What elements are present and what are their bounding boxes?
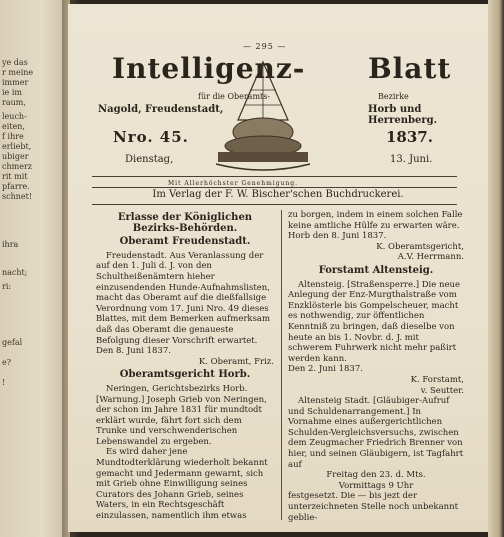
- notice-date: Den 2. Juni 1837.: [288, 364, 363, 375]
- facing-page: [0, 0, 70, 537]
- facing-page-fragment: schnet!: [2, 192, 33, 201]
- authority-heading: Forstamt Altensteig.: [318, 264, 434, 276]
- notice-text: zu borgen, indem in einem solchen Falle keine amtliche Hülfe zu erwarten wäre.: [288, 210, 463, 231]
- notice-date: Den 8. Juni 1837.: [96, 346, 171, 357]
- notice-signature: v. Seutter.: [420, 385, 464, 396]
- notice-signature: K. Oberamt, Friz.: [198, 356, 274, 367]
- masthead-title-right: Blatt: [368, 52, 452, 85]
- page-edge: [488, 0, 504, 537]
- notice-date: Horb den 8. Juni 1837.: [288, 231, 387, 242]
- notice-text: festgesetzt. Die — bis jezt der unterzeichneten Stelle noch unbekannt geblie-: [288, 491, 459, 523]
- newspaper-page: [68, 4, 488, 532]
- rule-top: [92, 176, 457, 177]
- notice-time: Vormittags 9 Uhr: [338, 480, 414, 491]
- notice-signature: K. Oberamtsgericht,: [376, 241, 464, 252]
- notice-date: Freitag den 23. d. Mts.: [326, 470, 426, 481]
- facing-page-fragment: rit mit: [2, 172, 28, 181]
- issue-weekday: Dienstag,: [125, 154, 174, 165]
- masthead-subtitle-left-1: für die Oberamts-: [198, 92, 271, 101]
- facing-page-fragment: nacht;: [2, 268, 28, 277]
- emblem-illustration: [208, 60, 318, 180]
- facing-page-fragment: erliebt,: [2, 142, 32, 151]
- rule-middle: [92, 187, 457, 188]
- masthead-title-left: Intelligenz-: [112, 52, 306, 85]
- column-divider: [281, 210, 282, 520]
- facing-page-fragment: ie im: [2, 88, 22, 97]
- notice-text: Neringen, Gerichtsbezirks Horb. [Warnung.] Joseph Grieb von Neringen, der schon im Jahre 1831 für mundtodt erklärt wurde, fährt fort sich dem Trunke und verschwenderischen Lebenswandel zu ergeben.: [96, 383, 267, 447]
- facing-page-fragment: !: [2, 378, 6, 387]
- masthead-subtitle-left-2: Nagold, Freudenstadt,: [98, 104, 224, 115]
- facing-page-fragment: gefal: [2, 338, 23, 347]
- facing-page-fragment: e?: [2, 358, 12, 367]
- notice-text: Altensteig. [Straßensperre.] Die neue Anlegung der Enz-Murgthalstraße vom Enzklösterle bis Gompelscheuer, macht es nothwendig, zur öffentlichen Kenntniß zu bringen, daß dieselbe von heute an bis 1. Novbr. d. J. mit schwerem Fuhrwerk nicht mehr paßirt werden kann.: [288, 279, 461, 364]
- facing-page-fragment: chmerz: [2, 162, 32, 171]
- facing-page-fragment: r meine: [2, 68, 34, 77]
- masthead-subtitle-right-1: Bezirke: [378, 92, 409, 101]
- notice-text: Freudenstadt. Aus Veranlassung der auf den 1. Juli d. J. von den Schultheißenämtern hieher einzusendenden Hunde-Aufnahmslisten, macht das Oberamt auf die dießfallsige Verordnung vom 17. Juni Nro. 49 dieses Blattes, mit dem Bemerken aufmerksam daß das Oberamt die genaueste Befolgung dieser Vorschrift erwartet.: [96, 250, 271, 346]
- facing-page-fragment: ihra: [2, 240, 19, 249]
- facing-page-fragment: raum,: [2, 98, 26, 107]
- facing-page-fragment: ubiger: [2, 152, 29, 161]
- issue-date: 13. Juni.: [390, 154, 433, 165]
- right-column: [288, 210, 464, 523]
- rule-bottom: [92, 204, 457, 205]
- section-heading: Erlasse der Königlichen Bezirks-Behörden.: [117, 212, 253, 234]
- notice-signature: A.V. Herrmann.: [397, 252, 464, 263]
- permit-line: Mit Allerhöchster Genehmigung.: [168, 180, 299, 187]
- authority-heading: Oberamtsgericht Horb.: [119, 369, 251, 381]
- notice-signature: K. Forstamt,: [410, 374, 464, 385]
- issue-year: 1837.: [386, 128, 433, 146]
- masthead-subtitle-right-2: Horb und Herrenberg.: [368, 104, 438, 126]
- facing-page-fragment: f ihre: [2, 132, 24, 141]
- authority-heading: Oberamt Freudenstadt.: [119, 236, 251, 248]
- facing-page-fragment: ri:: [2, 282, 12, 291]
- left-column: [96, 210, 274, 522]
- page-number: — 295 —: [243, 42, 287, 51]
- publisher-line: Im Verlag der F. W. Bischer'schen Buchdruckerei.: [152, 189, 404, 200]
- issue-number: Nro. 45.: [113, 128, 189, 146]
- facing-page-fragment: eiten,: [2, 122, 25, 131]
- facing-page-fragment: pfarre.: [2, 182, 30, 191]
- notice-text: Altensteig Stadt. [Gläubiger-Aufruf und Schuldenarrangement.] In Vornahme eines außergerichtlichen Schulden-Vergleichsversuchs, zwischen dem Zeugmacher Friedrich Brenner von hier, und seinen Gläubigern, ist Tagfahrt auf: [288, 396, 464, 470]
- facing-page-fragment: leuch-: [2, 112, 27, 121]
- notice-text: Es wird daher jene Mundtodterklärung wiederholt bekannt gemacht und Jedermann gewarnt, sich mit Grieb ohne Einwilligung seines Curators des Johann Grieb, seines Waters, in ein Rechtsgeschäft einzulassen, namentlich ihm etwas: [96, 447, 268, 522]
- facing-page-fragment: ye das: [2, 58, 28, 67]
- facing-page-fragment: immer: [2, 78, 29, 87]
